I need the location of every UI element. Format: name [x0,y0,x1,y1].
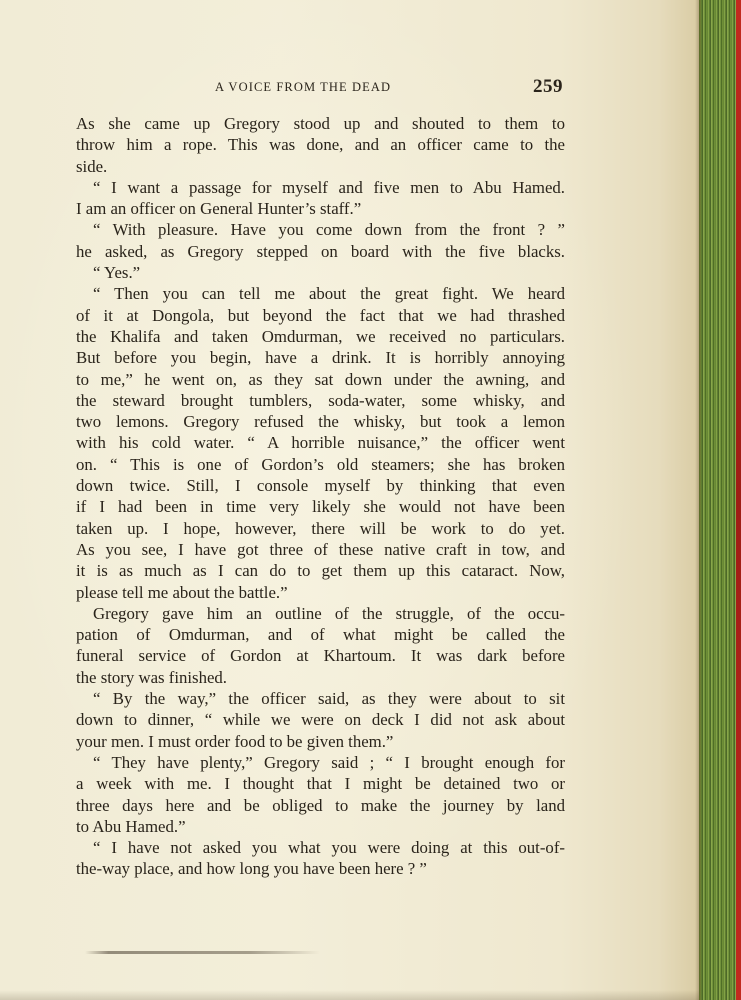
text-line: taken up. I hope, however, there will be work to do yet. [76,518,565,538]
page-number: 259 [533,76,563,97]
running-title: A VOICE FROM THE DEAD [215,80,392,94]
text-line: As you see, I have got three of these native craft in tow, and [76,539,565,559]
text-line: But before you begin, have a drink. It is horribly annoying [76,348,565,368]
body-text [76,113,565,880]
text-line: “ By the way,” the officer said, as they were about to sit [93,689,565,709]
text-line: three days here and be obliged to make the journey by land [76,795,565,815]
text-line: he asked, as Gregory stepped on board with the five blacks. [76,241,565,261]
text-line: on. “ This is one of Gordon’s old steamers; she has broken [76,454,565,474]
text-line: if I had been in time very likely she would not have been [76,497,565,517]
text-line: funeral service of Gordon at Khartoum. It was dark before [76,646,565,666]
text-line: Gregory gave him an outline of the struggle, of the occu- [93,603,565,623]
text-line: “ I want a passage for myself and five men to Abu Hamed. [93,177,565,197]
text-line: As she came up Gregory stood up and shouted to them to [76,114,565,133]
text-line: to me,” he went on, as they sat down under the awning, and [76,369,565,389]
text-line: down to dinner, “ while we were on deck I did not ask about [76,710,565,730]
decorative-rule [85,951,320,954]
text-line: the steward brought tumblers, soda-water, some whisky, and [76,390,565,410]
book-edge [699,0,741,1000]
text-line: “ I have not asked you what you were doing at this out-of- [93,838,565,858]
text-line: pation of Omdurman, and of what might be called the [76,625,565,645]
text-line: please tell me about the battle.” [76,582,288,602]
text-line: side. [76,156,108,176]
book-edge-red [736,0,741,1000]
text-line: it is as much as I can do to get them up this cataract. Now, [76,561,565,581]
text-line: to Abu Hamed.” [76,816,186,836]
text-line: “ They have plenty,” Gregory said ; “ I brought enough for [93,752,565,772]
text-line: the-way place, and how long you have been here ? ” [76,859,427,879]
text-line: with his cold water. “ A horrible nuisance,” the officer went [76,433,565,453]
text-line: of it at Dongola, but beyond the fact that we had thrashed [76,305,565,325]
text-line: the story was finished. [76,667,228,687]
text-line: a week with me. I thought that I might be detained two or [76,774,565,794]
text-line: the Khalifa and taken Omdurman, we received no particulars. [76,326,565,346]
page-shadow [0,990,700,1000]
text-line: your men. I must order food to be given them.” [76,731,394,751]
text-line: “ Yes.” [93,263,141,283]
text-line: I am an officer on General Hunter’s staff.” [76,199,362,219]
text-line: “ With pleasure. Have you come down from the front ? ” [93,220,565,240]
running-head [215,77,565,101]
text-line: down twice. Still, I console myself by thinking that even [76,476,565,496]
text-line: “ Then you can tell me about the great fight. We heard [93,284,565,304]
text-line: throw him a rope. This was done, and an officer came to the [76,135,565,155]
text-line: two lemons. Gregory refused the whisky, but took a lemon [76,412,565,432]
